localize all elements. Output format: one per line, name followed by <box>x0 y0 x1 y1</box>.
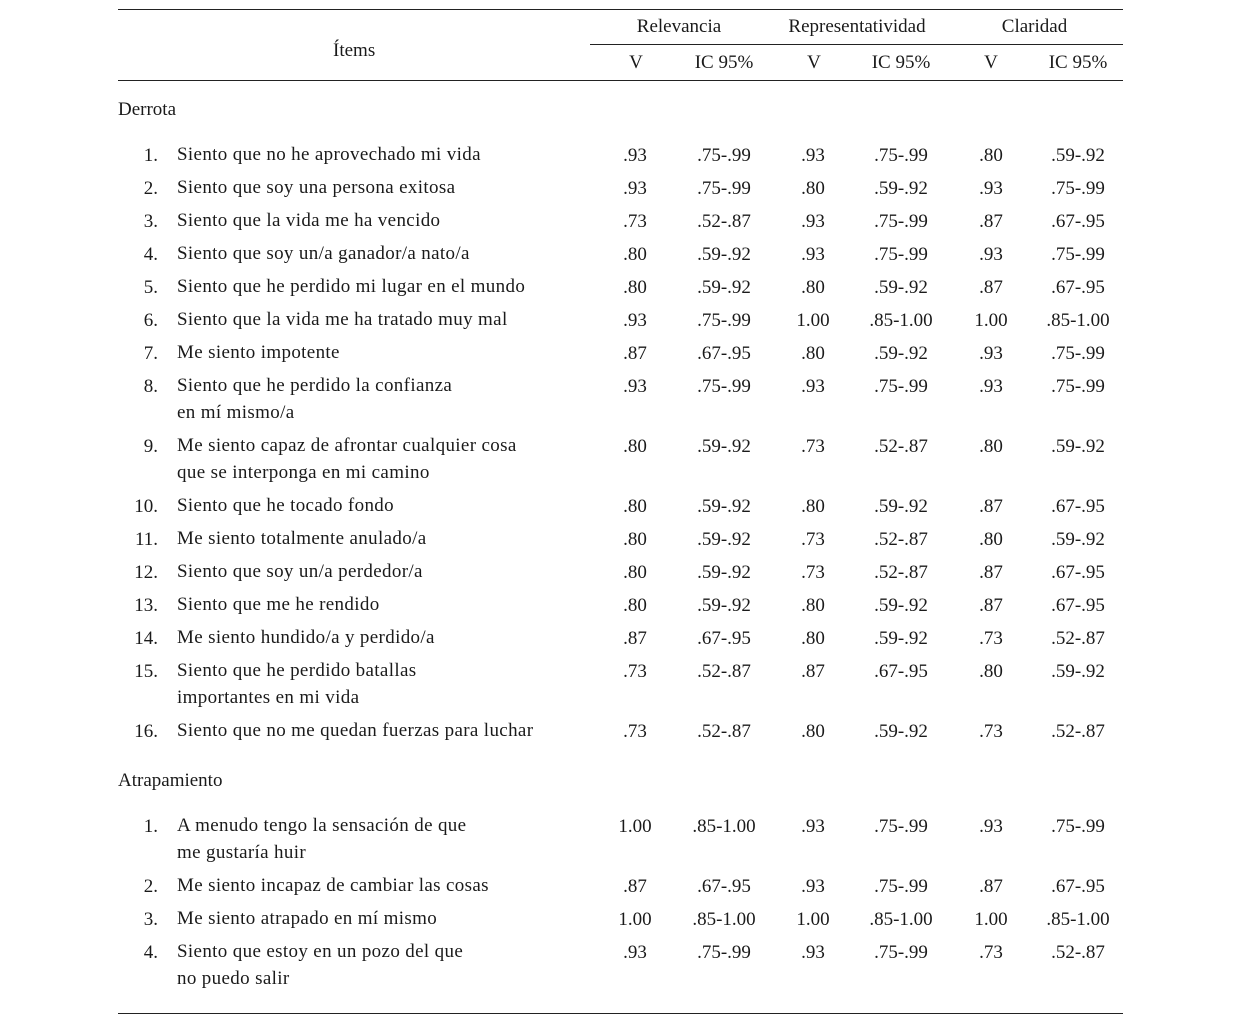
item-number: 8. <box>143 376 158 397</box>
claridad-v-value: 1.00 <box>974 310 1008 331</box>
claridad-ic-value: .59-.92 <box>1051 145 1105 166</box>
item-number: 14. <box>134 628 158 649</box>
claridad-v-value: .73 <box>979 942 1003 963</box>
representatividad-ic-value: .75-.99 <box>874 244 928 265</box>
item-text: Siento que soy una persona exitosa <box>177 177 456 198</box>
claridad-ic-value: .85-1.00 <box>1046 310 1110 331</box>
representatividad-v-value: .93 <box>801 816 825 837</box>
relevancia-v-value: .73 <box>623 661 647 682</box>
relevancia-ic-value: .52-.87 <box>697 661 751 682</box>
item-text: que se interponga en mi camino <box>177 462 430 483</box>
claridad-ic-value: .67-.95 <box>1051 595 1105 616</box>
relevancia-v-value: .93 <box>623 376 647 397</box>
representatividad-v-value: 1.00 <box>796 310 830 331</box>
representatividad-ic-value: .75-.99 <box>874 942 928 963</box>
relevancia-ic-value: .52-.87 <box>697 721 751 742</box>
relevancia-ic-value: .59-.92 <box>697 595 751 616</box>
relevancia-v-value: .93 <box>623 145 647 166</box>
relevancia-v-value: 1.00 <box>618 909 652 930</box>
item-text: A menudo tengo la sensación de que <box>177 815 467 836</box>
item-text: Siento que estoy en un pozo del que <box>177 941 464 962</box>
item-number: 15. <box>134 661 158 682</box>
item-number: 4. <box>143 942 158 963</box>
relevancia-v-value: .80 <box>623 496 647 517</box>
representatividad-v-value: .80 <box>801 595 825 616</box>
representatividad-v-value: .93 <box>801 376 825 397</box>
claridad-ic-value: .67-.95 <box>1051 562 1105 583</box>
claridad-ic-value: .67-.95 <box>1051 277 1105 298</box>
representatividad-ic-value: .85-1.00 <box>869 909 933 930</box>
claridad-v-value: .93 <box>979 343 1003 364</box>
representatividad-ic-value: .59-.92 <box>874 721 928 742</box>
item-number: 13. <box>134 595 158 616</box>
claridad-v-value: .93 <box>979 376 1003 397</box>
item-text: Me siento incapaz de cambiar las cosas <box>177 875 489 896</box>
relevancia-v-value: .87 <box>623 343 647 364</box>
claridad-v-value: .87 <box>979 595 1003 616</box>
representatividad-ic-value: .75-.99 <box>874 145 928 166</box>
representatividad-ic-value: .59-.92 <box>874 595 928 616</box>
relevancia-v-value: .73 <box>623 721 647 742</box>
sub-header-v-3: V <box>984 52 998 73</box>
representatividad-ic-value: .59-.92 <box>874 628 928 649</box>
item-text: Siento que he perdido la confianza <box>177 375 453 396</box>
representatividad-ic-value: .52-.87 <box>874 562 928 583</box>
relevancia-ic-value: .52-.87 <box>697 211 751 232</box>
relevancia-ic-value: .75-.99 <box>697 310 751 331</box>
representatividad-v-value: .80 <box>801 496 825 517</box>
claridad-v-value: .93 <box>979 178 1003 199</box>
item-text: Siento que la vida me ha vencido <box>177 210 441 231</box>
item-text: Siento que no me quedan fuerzas para luchar <box>177 720 534 741</box>
representatividad-v-value: .80 <box>801 277 825 298</box>
group-underline <box>590 44 1123 45</box>
item-number: 16. <box>134 721 158 742</box>
relevancia-v-value: .80 <box>623 529 647 550</box>
relevancia-v-value: .80 <box>623 244 647 265</box>
relevancia-ic-value: .67-.95 <box>697 876 751 897</box>
header-bottom-rule <box>118 80 1123 81</box>
relevancia-ic-value: .59-.92 <box>697 436 751 457</box>
item-number: 5. <box>143 277 158 298</box>
representatividad-v-value: .80 <box>801 343 825 364</box>
relevancia-v-value: .93 <box>623 942 647 963</box>
items-header: Ítems <box>333 40 376 61</box>
representatividad-v-value: .93 <box>801 942 825 963</box>
claridad-ic-value: .59-.92 <box>1051 661 1105 682</box>
representatividad-v-value: .93 <box>801 244 825 265</box>
claridad-ic-value: .59-.92 <box>1051 436 1105 457</box>
claridad-v-value: .93 <box>979 244 1003 265</box>
claridad-ic-value: .75-.99 <box>1051 816 1105 837</box>
representatividad-v-value: 1.00 <box>796 909 830 930</box>
relevancia-ic-value: .67-.95 <box>697 628 751 649</box>
claridad-v-value: .87 <box>979 496 1003 517</box>
relevancia-v-value: .80 <box>623 562 647 583</box>
claridad-ic-value: .85-1.00 <box>1046 909 1110 930</box>
claridad-ic-value: .52-.87 <box>1051 942 1105 963</box>
sub-header-v-1: V <box>629 52 643 73</box>
sub-header-ic-3: IC 95% <box>1048 52 1108 73</box>
representatividad-v-value: .93 <box>801 876 825 897</box>
top-rule <box>118 9 1123 10</box>
relevancia-v-value: .73 <box>623 211 647 232</box>
item-text: Me siento atrapado en mí mismo <box>177 908 438 929</box>
item-text: Siento que no he aprovechado mi vida <box>177 144 481 165</box>
relevancia-ic-value: .75-.99 <box>697 942 751 963</box>
representatividad-v-value: .73 <box>801 436 825 457</box>
item-text: Siento que he perdido batallas <box>177 660 417 681</box>
claridad-ic-value: .67-.95 <box>1051 211 1105 232</box>
item-number: 10. <box>134 496 158 517</box>
representatividad-ic-value: .52-.87 <box>874 529 928 550</box>
claridad-ic-value: .52-.87 <box>1051 628 1105 649</box>
claridad-ic-value: .59-.92 <box>1051 529 1105 550</box>
item-number: 9. <box>143 436 158 457</box>
item-text: no puedo salir <box>177 968 290 989</box>
claridad-v-value: .87 <box>979 562 1003 583</box>
item-text: Siento que la vida me ha tratado muy mal <box>177 309 508 330</box>
item-text: me gustaría huir <box>177 842 307 863</box>
item-number: 2. <box>143 876 158 897</box>
representatividad-ic-value: .75-.99 <box>874 816 928 837</box>
relevancia-v-value: .80 <box>623 595 647 616</box>
relevancia-ic-value: .59-.92 <box>697 277 751 298</box>
group-header-claridad: Claridad <box>1001 16 1068 37</box>
item-number: 7. <box>143 343 158 364</box>
item-text: Siento que soy un/a perdedor/a <box>177 561 423 582</box>
representatividad-v-value: .73 <box>801 562 825 583</box>
item-text: Siento que he tocado fondo <box>177 495 394 516</box>
relevancia-v-value: 1.00 <box>618 816 652 837</box>
relevancia-v-value: .87 <box>623 876 647 897</box>
relevancia-v-value: .80 <box>623 277 647 298</box>
sub-header-ic-1: IC 95% <box>694 52 754 73</box>
item-text: Me siento capaz de afrontar cualquier cosa <box>177 435 517 456</box>
sub-header-v-2: V <box>807 52 821 73</box>
representatividad-v-value: .80 <box>801 628 825 649</box>
claridad-ic-value: .67-.95 <box>1051 496 1105 517</box>
claridad-ic-value: .75-.99 <box>1051 244 1105 265</box>
claridad-v-value: .87 <box>979 211 1003 232</box>
representatividad-ic-value: .59-.92 <box>874 277 928 298</box>
representatividad-ic-value: .75-.99 <box>874 376 928 397</box>
claridad-v-value: .73 <box>979 721 1003 742</box>
item-text: Me siento hundido/a y perdido/a <box>177 627 435 648</box>
representatividad-ic-value: .75-.99 <box>874 211 928 232</box>
claridad-v-value: .73 <box>979 628 1003 649</box>
relevancia-ic-value: .59-.92 <box>697 529 751 550</box>
item-text: en mí mismo/a <box>177 402 295 423</box>
bottom-rule <box>118 1013 1123 1014</box>
item-text: Siento que he perdido mi lugar en el mundo <box>177 276 526 297</box>
representatividad-v-value: .73 <box>801 529 825 550</box>
item-number: 3. <box>143 211 158 232</box>
claridad-ic-value: .75-.99 <box>1051 178 1105 199</box>
claridad-v-value: .93 <box>979 816 1003 837</box>
representatividad-ic-value: .75-.99 <box>874 876 928 897</box>
representatividad-v-value: .87 <box>801 661 825 682</box>
item-number: 6. <box>143 310 158 331</box>
item-number: 1. <box>143 816 158 837</box>
claridad-ic-value: .75-.99 <box>1051 343 1105 364</box>
relevancia-ic-value: .59-.92 <box>697 244 751 265</box>
item-text: Me siento impotente <box>177 342 340 363</box>
representatividad-ic-value: .67-.95 <box>874 661 928 682</box>
representatividad-ic-value: .59-.92 <box>874 343 928 364</box>
claridad-v-value: .80 <box>979 145 1003 166</box>
item-number: 1. <box>143 145 158 166</box>
representatividad-ic-value: .59-.92 <box>874 178 928 199</box>
item-number: 4. <box>143 244 158 265</box>
relevancia-ic-value: .85-1.00 <box>692 909 756 930</box>
representatividad-ic-value: .85-1.00 <box>869 310 933 331</box>
relevancia-ic-value: .59-.92 <box>697 562 751 583</box>
claridad-v-value: .87 <box>979 876 1003 897</box>
item-text: Me siento totalmente anulado/a <box>177 528 427 549</box>
relevancia-ic-value: .75-.99 <box>697 178 751 199</box>
claridad-v-value: .80 <box>979 436 1003 457</box>
group-header-relevancia: Relevancia <box>636 16 722 37</box>
claridad-v-value: .87 <box>979 277 1003 298</box>
claridad-ic-value: .75-.99 <box>1051 376 1105 397</box>
relevancia-ic-value: .59-.92 <box>697 496 751 517</box>
relevancia-ic-value: .75-.99 <box>697 376 751 397</box>
section-title: Derrota <box>118 99 177 120</box>
section-title: Atrapamiento <box>118 770 223 791</box>
claridad-v-value: .80 <box>979 661 1003 682</box>
item-text: Siento que me he rendido <box>177 594 380 615</box>
claridad-v-value: 1.00 <box>974 909 1008 930</box>
relevancia-v-value: .93 <box>623 310 647 331</box>
relevancia-v-value: .93 <box>623 178 647 199</box>
item-text: Siento que soy un/a ganador/a nato/a <box>177 243 470 264</box>
representatividad-v-value: .80 <box>801 178 825 199</box>
item-text: importantes en mi vida <box>177 687 360 708</box>
claridad-ic-value: .67-.95 <box>1051 876 1105 897</box>
representatividad-ic-value: .52-.87 <box>874 436 928 457</box>
relevancia-ic-value: .67-.95 <box>697 343 751 364</box>
item-number: 11. <box>134 529 158 550</box>
relevancia-v-value: .87 <box>623 628 647 649</box>
sub-header-ic-2: IC 95% <box>871 52 931 73</box>
representatividad-v-value: .93 <box>801 145 825 166</box>
relevancia-ic-value: .85-1.00 <box>692 816 756 837</box>
item-number: 3. <box>143 909 158 930</box>
claridad-v-value: .80 <box>979 529 1003 550</box>
item-number: 2. <box>143 178 158 199</box>
relevancia-ic-value: .75-.99 <box>697 145 751 166</box>
claridad-ic-value: .52-.87 <box>1051 721 1105 742</box>
group-header-representatividad: Representatividad <box>788 16 926 37</box>
relevancia-v-value: .80 <box>623 436 647 457</box>
item-number: 12. <box>134 562 158 583</box>
representatividad-v-value: .80 <box>801 721 825 742</box>
representatividad-ic-value: .59-.92 <box>874 496 928 517</box>
representatividad-v-value: .93 <box>801 211 825 232</box>
